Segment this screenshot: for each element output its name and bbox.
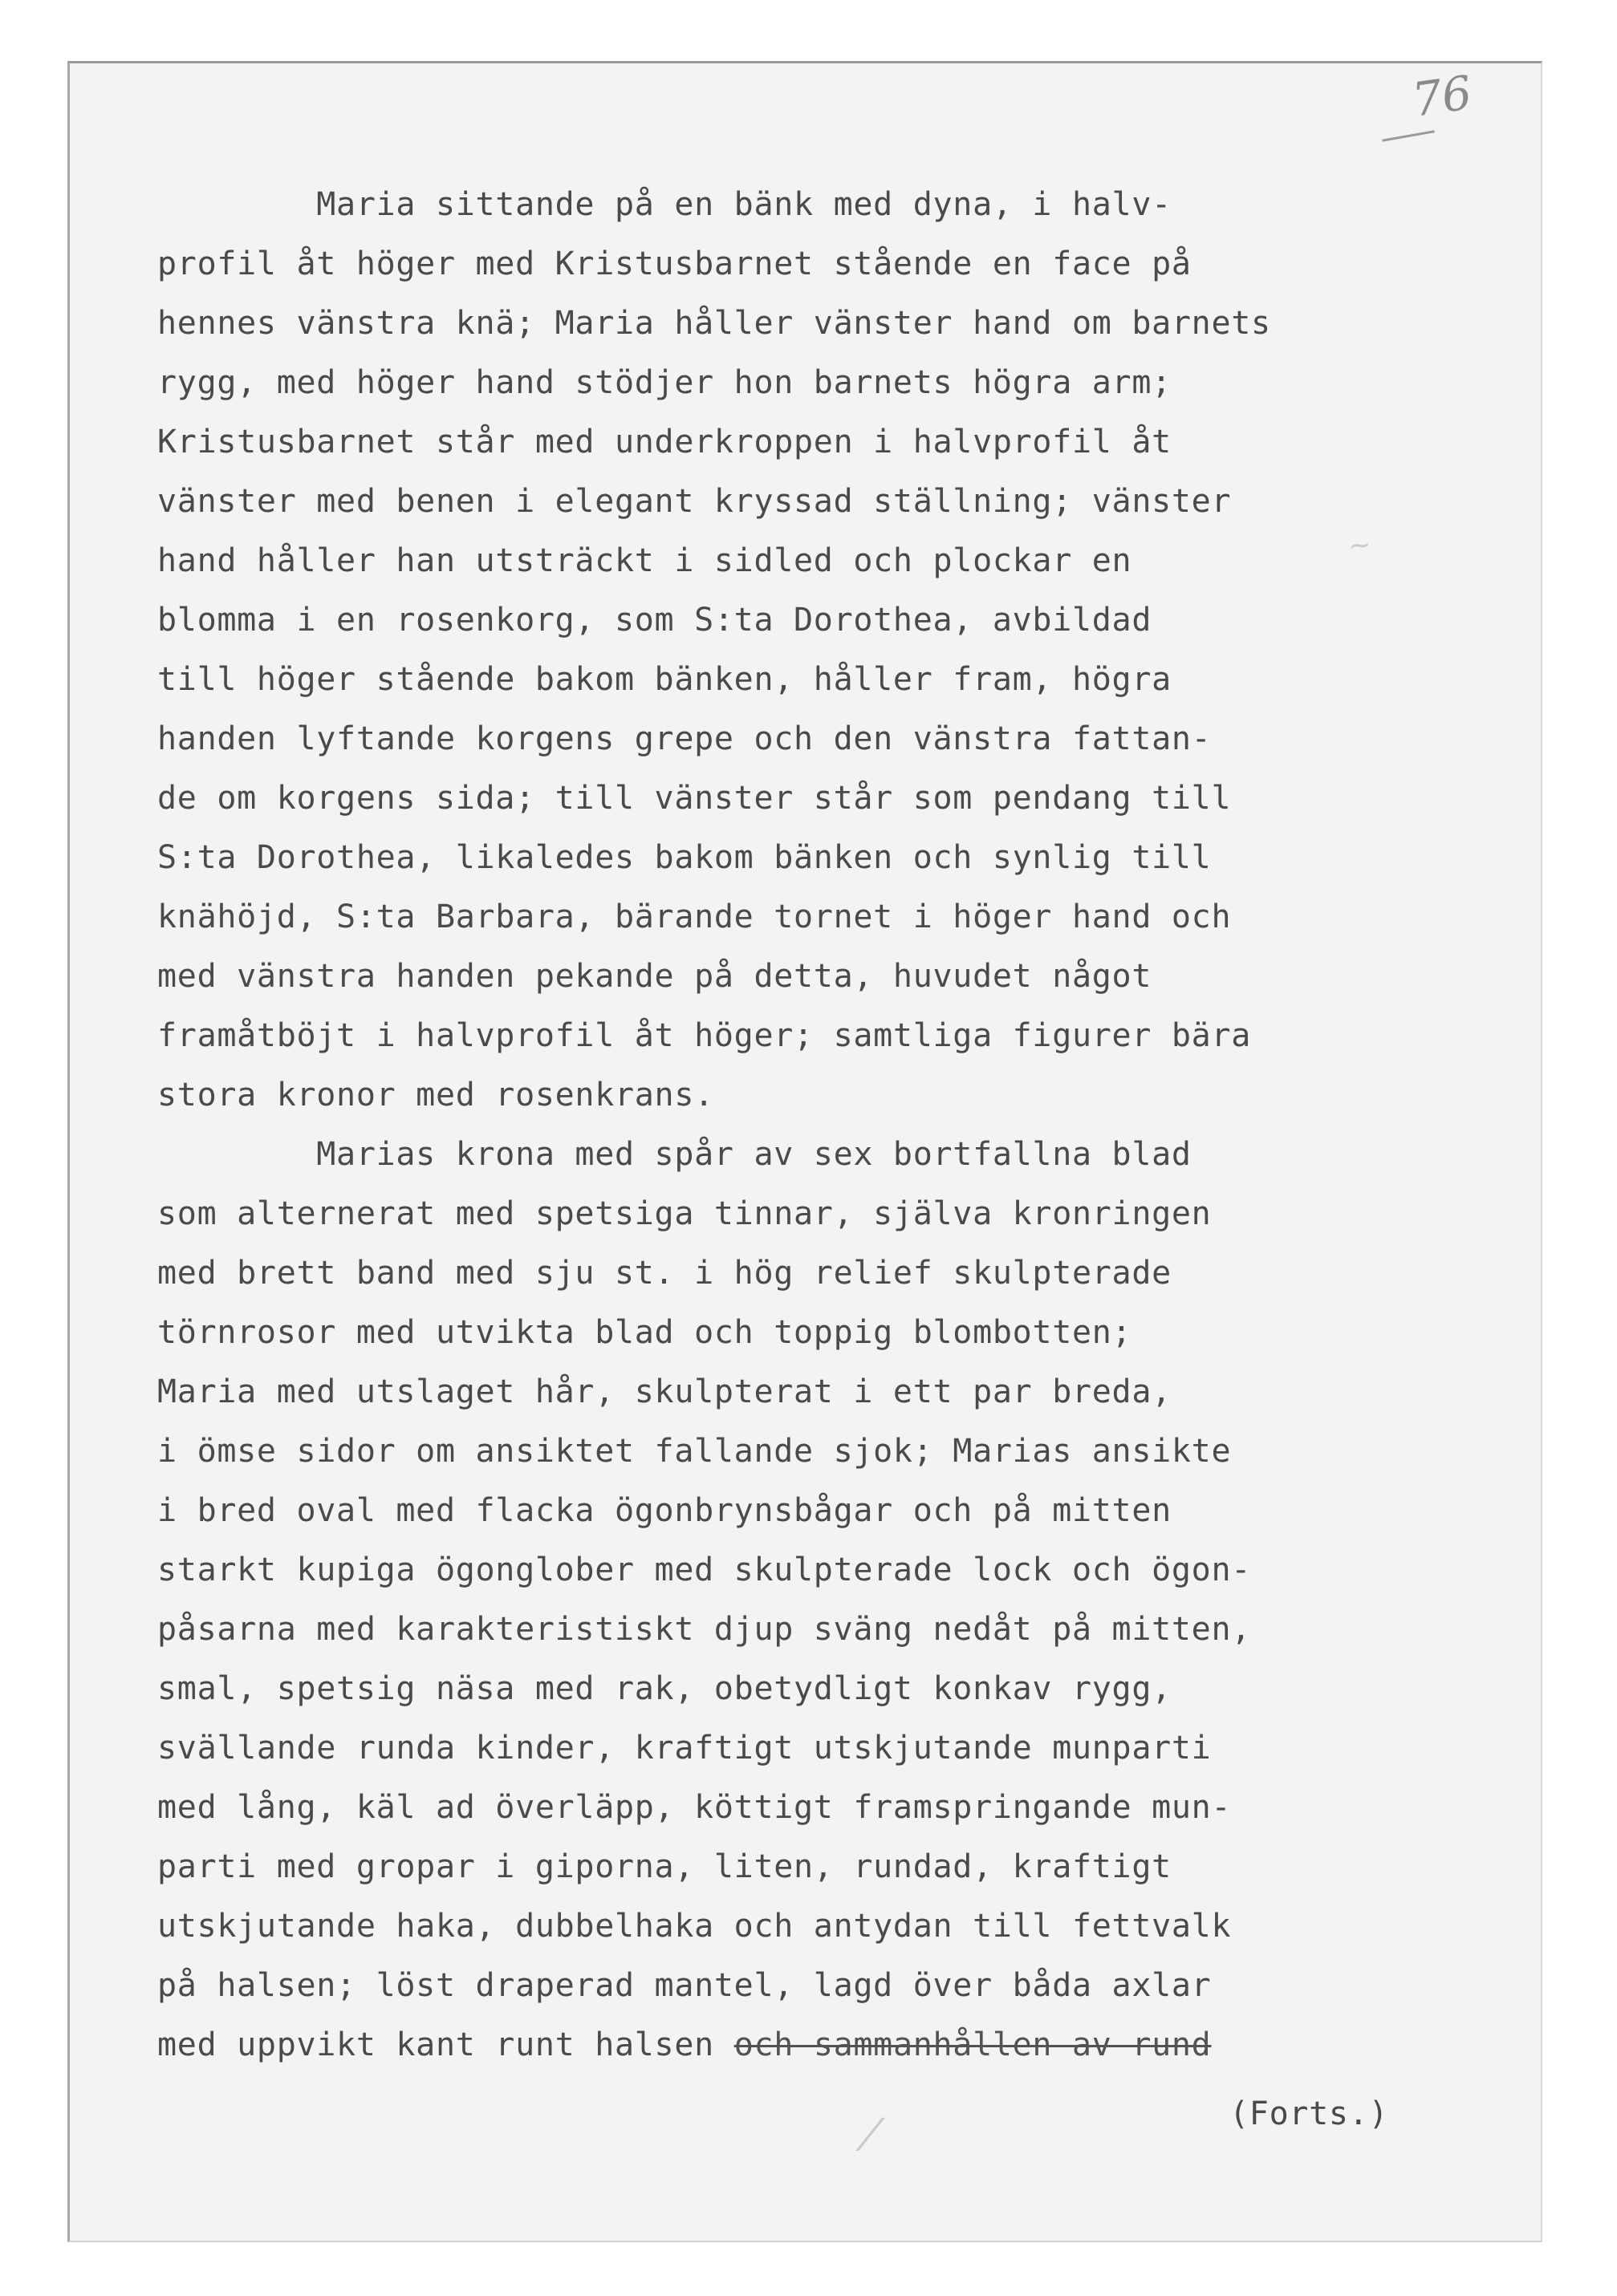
typed-line: svällande runda kinder, kraftigt utskjutande munparti xyxy=(157,1730,1212,1767)
typed-line: i ömse sidor om ansiktet fallande sjok; Marias ansikte xyxy=(157,1433,1232,1470)
typed-line: smal, spetsig näsa med rak, obetydligt konkav rygg, xyxy=(157,1670,1172,1707)
typed-line: hennes vänstra knä; Maria håller vänster hand om barnets xyxy=(157,305,1271,342)
typed-line: i bred oval med flacka ögonbrynsbågar och på mitten xyxy=(157,1492,1172,1529)
typed-line: starkt kupiga ögonglober med skulpterade lock och ögon- xyxy=(157,1552,1252,1588)
typed-line: törnrosor med utvikta blad och toppig blombotten; xyxy=(157,1314,1132,1351)
typed-line: rygg, med höger hand stödjer hon barnets högra arm; xyxy=(157,364,1172,401)
faint-pencil-annotation: ~ xyxy=(1346,528,1373,563)
typed-line: Maria med utslaget hår, skulpterat i ett par breda, xyxy=(157,1373,1172,1410)
typed-line: S:ta Dorothea, likaledes bakom bänken och synlig till xyxy=(157,839,1212,876)
typed-line: handen lyftande korgens grepe och den vänstra fattan- xyxy=(157,720,1212,757)
typed-line: påsarna med karakteristiskt djup sväng nedåt på mitten, xyxy=(157,1611,1252,1648)
typed-text-block xyxy=(157,175,1538,2015)
typed-line: på halsen; löst draperad mantel, lagd över båda axlar xyxy=(157,1967,1212,2004)
typed-line: framåtböjt i halvprofil åt höger; samtliga figurer bära xyxy=(157,1017,1252,1054)
continued-marker: (Forts.) xyxy=(1229,2095,1389,2132)
typed-line: stora kronor med rosenkrans. xyxy=(157,1077,714,1114)
typed-line: hand håller han utsträckt i sidled och plockar en xyxy=(157,542,1132,579)
typed-line: med vänstra handen pekande på detta, huvudet något xyxy=(157,958,1152,995)
typed-line: blomma i en rosenkorg, som S:ta Dorothea, avbildad xyxy=(157,602,1152,639)
typed-line: utskjutande haka, dubbelhaka och antydan till fettvalk xyxy=(157,1908,1232,1945)
typed-line: Marias krona med spår av sex bortfallna blad xyxy=(157,1136,1192,1173)
typed-line: profil åt höger med Kristusbarnet stående en face på xyxy=(157,245,1192,282)
struck-through-text: och sammanhållen av rund xyxy=(733,2026,1212,2063)
typed-line: som alternerat med spetsiga tinnar, själva kronringen xyxy=(157,1195,1212,1232)
typed-line: knähöjd, S:ta Barbara, bärande tornet i höger hand och xyxy=(157,899,1232,935)
typed-line-last-text: med uppvikt kant runt halsen xyxy=(157,2026,734,2063)
typed-line: med brett band med sju st. i hög relief skulpterade xyxy=(157,1255,1172,1292)
faint-pencil-annotation: ⁄ xyxy=(867,2110,875,2160)
typed-line: Kristusbarnet står med underkroppen i halvprofil åt xyxy=(157,424,1172,460)
typed-line: till höger stående bakom bänken, håller fram, högra xyxy=(157,661,1172,698)
typed-line: med lång, käl ad överläpp, köttigt framspringande mun- xyxy=(157,1789,1232,1826)
typed-line-last xyxy=(157,2015,1211,2075)
typed-line: vänster med benen i elegant kryssad ställning; vänster xyxy=(157,483,1232,520)
typed-line: Maria sittande på en bänk med dyna, i halv- xyxy=(157,186,1172,223)
typed-line: parti med gropar i giporna, liten, rundad, kraftigt xyxy=(157,1848,1172,1885)
page-number-mark: 76 xyxy=(1408,65,1476,128)
typed-line: de om korgens sida; till vänster står som pendang till xyxy=(157,780,1232,817)
